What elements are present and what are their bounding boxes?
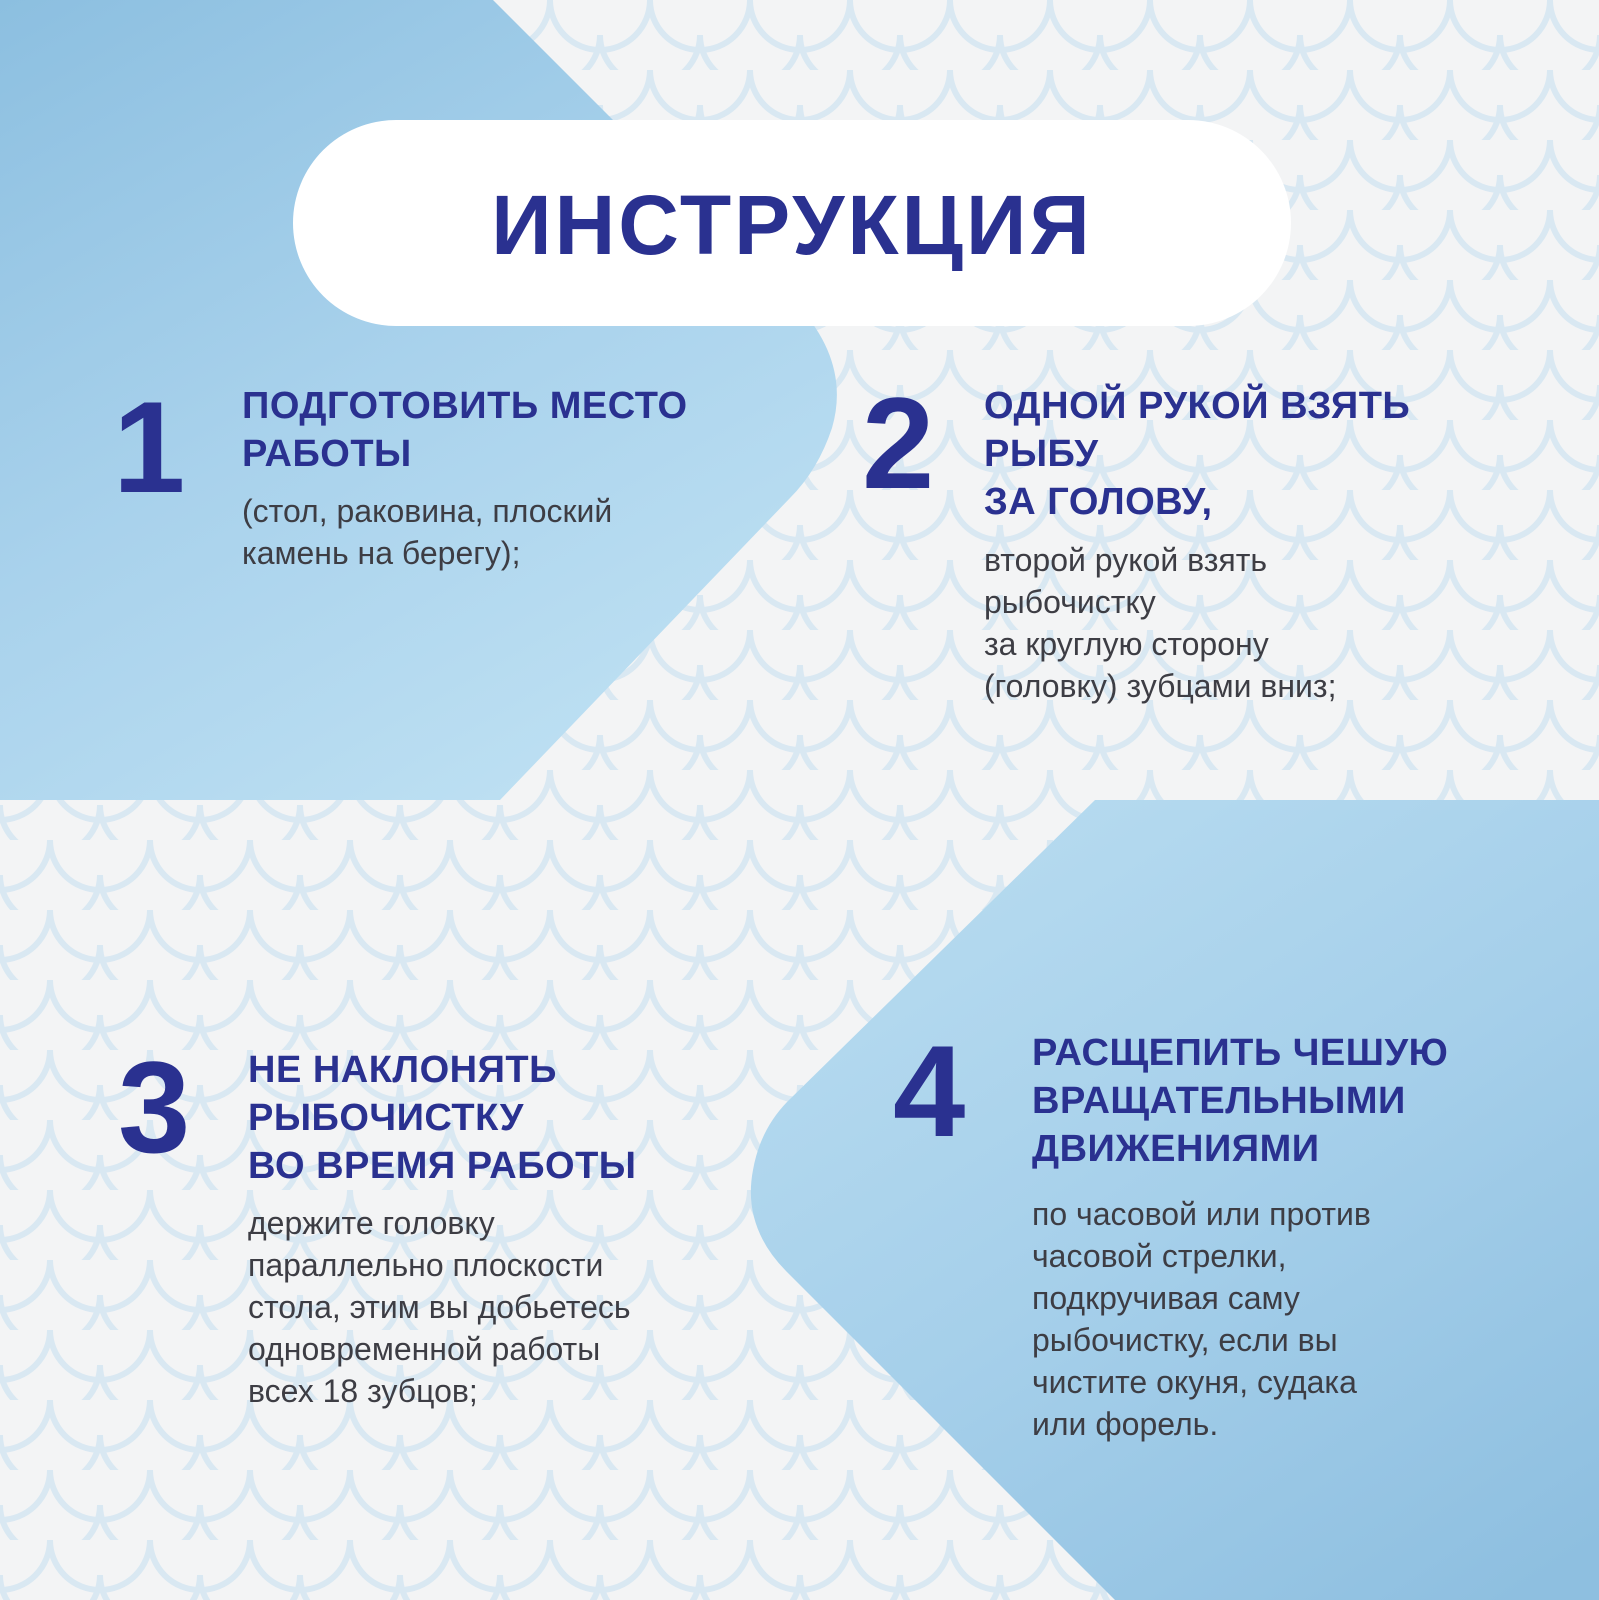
step-4-body-line: по часовой или против: [1032, 1196, 1371, 1232]
step-2-body-line: (головку) зубцами вниз;: [984, 668, 1337, 704]
step-4-heading-line: ДВИЖЕНИЯМИ: [1032, 1128, 1320, 1170]
step-3-body-line: одновременной работы: [248, 1331, 601, 1367]
step-4-body-line: часовой стрелки,: [1032, 1238, 1287, 1274]
step-3-heading: [248, 1046, 637, 1190]
step-3-body: [248, 1202, 631, 1412]
step-1-body-line: (стол, раковина, плоский: [242, 493, 613, 529]
step-1-heading-line: ПОДГОТОВИТЬ МЕСТО: [242, 385, 688, 427]
step-3-heading-line: ВО ВРЕМЯ РАБОТЫ: [248, 1145, 637, 1187]
step-1-heading-line: РАБОТЫ: [242, 433, 412, 475]
step-2-heading: [984, 382, 1410, 526]
step-4-heading: [1032, 1029, 1448, 1173]
step-3-heading-line: НЕ НАКЛОНЯТЬ: [248, 1049, 557, 1091]
step-1-body: [242, 490, 612, 574]
step-4-body-line: подкручивая саму: [1032, 1280, 1300, 1316]
step-3-body-line: всех 18 зубцов;: [248, 1373, 478, 1409]
step-4-body: [1032, 1193, 1371, 1445]
step-2-body-line: рыбочистку: [984, 584, 1156, 620]
step-3-body-line: параллельно плоскости: [248, 1247, 604, 1283]
step-3-heading-line: РЫБОЧИСТКУ: [248, 1097, 524, 1139]
step-2-body-line: за круглую сторону: [984, 626, 1269, 662]
page-title: ИНСТРУКЦИЯ: [491, 177, 1093, 272]
step-4-body-line: рыбочистку, если вы: [1032, 1322, 1338, 1358]
step-3-body-line: держите головку: [248, 1205, 495, 1241]
step-4-body-line: или форель.: [1032, 1406, 1219, 1442]
step-2-body: [984, 539, 1336, 707]
step-3-body-line: стола, этим вы добьетесь: [248, 1289, 631, 1325]
step-2-heading-line: РЫБУ: [984, 433, 1099, 475]
step-1-body-line: камень на берегу);: [242, 535, 521, 571]
step-1-heading: [242, 382, 688, 478]
title-banner: [293, 120, 1291, 326]
step-1-number: 1: [113, 374, 186, 520]
step-4-number: 4: [893, 1018, 966, 1164]
step-3-number: 3: [118, 1034, 191, 1180]
step-4-heading-line: ВРАЩАТЕЛЬНЫМИ: [1032, 1080, 1406, 1122]
step-2-number: 2: [862, 370, 935, 516]
step-4-body-line: чистите окуня, судака: [1032, 1364, 1357, 1400]
step-2-body-line: второй рукой взять: [984, 542, 1268, 578]
step-2-heading-line: ЗА ГОЛОВУ,: [984, 481, 1213, 523]
step-2-heading-line: ОДНОЙ РУКОЙ ВЗЯТЬ: [984, 385, 1411, 427]
step-4-heading-line: РАСЩЕПИТЬ ЧЕШУЮ: [1032, 1032, 1449, 1074]
